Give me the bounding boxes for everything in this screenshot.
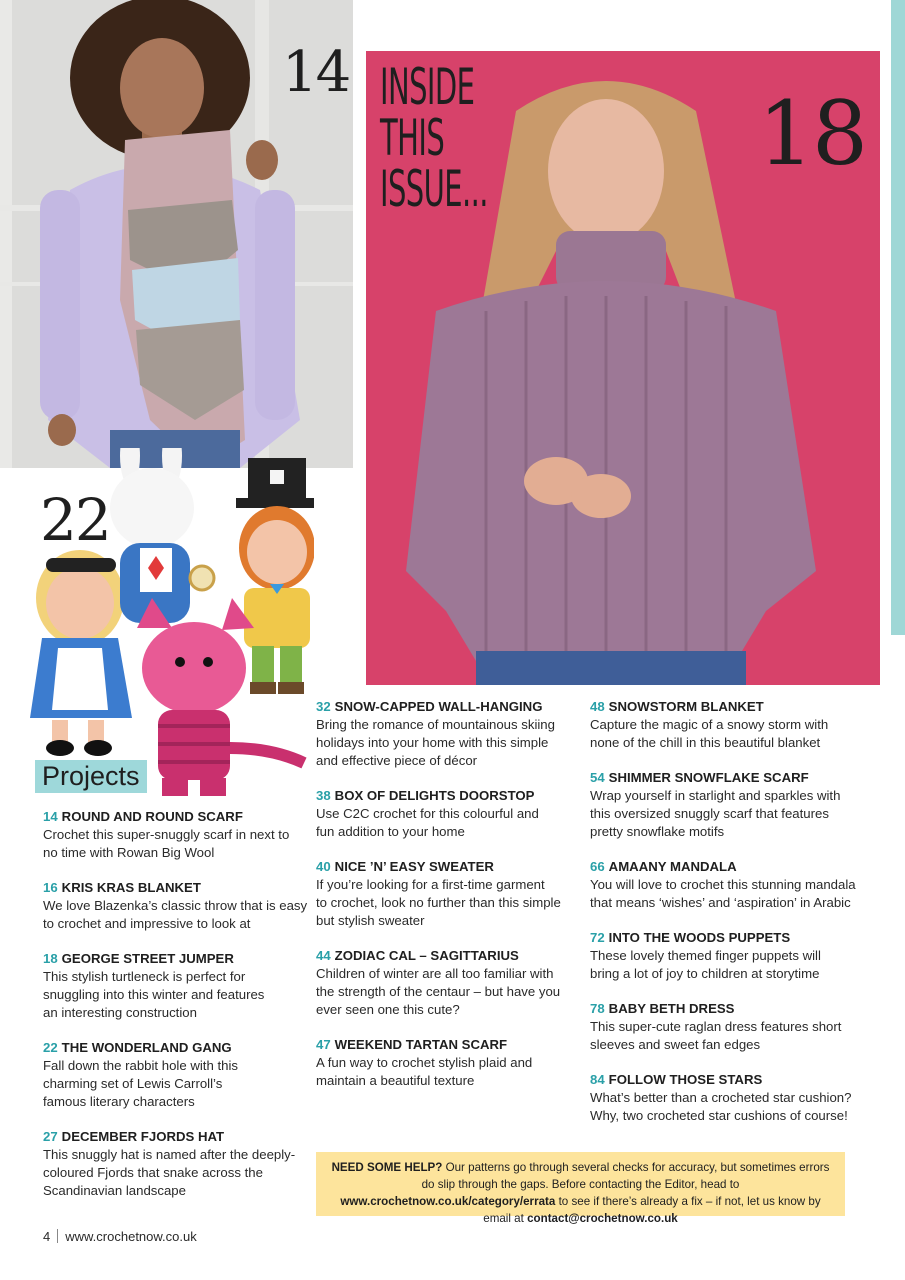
project-description (316, 716, 586, 770)
desc-line: to crochet and impressive to look at (43, 916, 251, 931)
desc-line: Scandinavian landscape (43, 1183, 186, 1198)
help-box (316, 1152, 845, 1225)
desc-line: You will love to crochet this stunning mandala (590, 877, 856, 892)
project-title[interactable] (590, 1071, 860, 1089)
footer-divider (57, 1229, 58, 1243)
desc-line: bring a lot of joy to children at storytime (590, 966, 820, 981)
project-page-number: 40 (316, 859, 331, 874)
page-footer (43, 1229, 197, 1244)
project-entry[interactable] (43, 1039, 313, 1111)
desc-line: This super-cute raglan dress features short (590, 1019, 842, 1034)
desc-line: the strength of the centaur – but have you (316, 984, 561, 999)
project-title[interactable] (316, 698, 586, 716)
project-description (43, 968, 313, 1022)
desc-line: holidays into your home with this simple (316, 735, 549, 750)
project-entry[interactable] (316, 858, 586, 930)
desc-line: maintain a beautiful texture (316, 1073, 475, 1088)
desc-line: fun addition to your home (316, 824, 465, 839)
desc-line: Bring the romance of mountainous skiing (316, 717, 555, 732)
project-description (43, 826, 313, 862)
desc-line: ever seen one this cute? (316, 1002, 460, 1017)
desc-line: snuggling into this winter and features (43, 987, 265, 1002)
project-page-number: 14 (43, 809, 58, 824)
project-entry[interactable] (590, 698, 860, 752)
project-page-number: 66 (590, 859, 605, 874)
project-entry[interactable] (43, 808, 313, 862)
project-title[interactable] (590, 858, 860, 876)
projects-column-2 (316, 698, 586, 1107)
project-title[interactable] (43, 808, 313, 826)
project-description (316, 876, 586, 930)
contact-email-link[interactable]: contact@crochetnow.co.uk (527, 1212, 678, 1225)
help-lead: NEED SOME HELP? (331, 1161, 443, 1174)
title-line: INSIDE (380, 58, 475, 116)
desc-line: Wrap yourself in starlight and sparkles with (590, 788, 841, 803)
project-page-number: 44 (316, 948, 331, 963)
project-title[interactable] (316, 858, 586, 876)
project-page-number: 48 (590, 699, 605, 714)
page-number-badge-sweater: 18 (758, 82, 866, 185)
project-name: BOX OF DELIGHTS DOORSTOP (334, 788, 535, 803)
project-page-number: 38 (316, 788, 331, 803)
desc-line: Why, two crocheted star cushions of course! (590, 1108, 848, 1123)
project-name: BABY BETH DRESS (608, 1001, 735, 1016)
project-entry[interactable] (316, 698, 586, 770)
project-entry[interactable] (43, 879, 313, 933)
desc-line: What’s better than a crocheted star cushion? (590, 1090, 852, 1105)
desc-line: We love Blazenka’s classic throw that is easy (43, 898, 308, 913)
project-description (590, 1018, 860, 1054)
footer-website-link[interactable]: www.crochetnow.co.uk (65, 1229, 197, 1244)
project-name: SNOW-CAPPED WALL-HANGING (334, 699, 543, 714)
projects-heading: Projects (35, 760, 147, 793)
project-page-number: 54 (590, 770, 605, 785)
project-description (590, 787, 860, 841)
project-title[interactable] (43, 950, 313, 968)
project-name: KRIS KRAS BLANKET (61, 880, 201, 895)
desc-line: to crochet, look no further than this simple (316, 895, 561, 910)
project-description (590, 947, 860, 983)
project-entry[interactable] (43, 1128, 313, 1200)
project-name: FOLLOW THOSE STARS (608, 1072, 763, 1087)
desc-line: none of the chill in this beautiful blanket (590, 735, 821, 750)
desc-line: Children of winter are all too familiar with (316, 966, 554, 981)
desc-line: but stylish sweater (316, 913, 425, 928)
project-description (43, 1146, 313, 1200)
desc-line: A fun way to crochet stylish plaid and (316, 1055, 533, 1070)
footer-page-number: 4 (43, 1229, 51, 1244)
desc-line: This snuggly hat is named after the deeply- (43, 1147, 296, 1162)
project-name: AMAANY MANDALA (608, 859, 737, 874)
project-name: ROUND AND ROUND SCARF (61, 809, 243, 824)
project-name: DECEMBER FJORDS HAT (61, 1129, 225, 1144)
page-number-badge-scarf: 14 (282, 40, 350, 105)
project-description (590, 716, 860, 752)
project-name: WEEKEND TARTAN SCARF (334, 1037, 508, 1052)
decorative-teal-strip (888, 0, 905, 635)
desc-line: famous literary characters (43, 1094, 195, 1109)
project-title[interactable] (590, 1000, 860, 1018)
project-entry[interactable] (590, 1000, 860, 1054)
project-description (43, 897, 313, 933)
project-name: NICE ’N’ EASY SWEATER (334, 859, 494, 874)
inside-this-issue-title (380, 58, 488, 218)
desc-line: Crochet this super-snuggly scarf in next to (43, 827, 290, 842)
project-title[interactable] (316, 1036, 586, 1054)
desc-line: no time with Rowan Big Wool (43, 845, 215, 860)
project-name: THE WONDERLAND GANG (61, 1040, 232, 1055)
project-name: SNOWSTORM BLANKET (608, 699, 764, 714)
project-page-number: 84 (590, 1072, 605, 1087)
title-line: ISSUE... (380, 160, 488, 218)
page-number-badge-dolls: 22 (40, 486, 110, 554)
project-title[interactable] (590, 769, 860, 787)
project-name: ZODIAC CAL – SAGITTARIUS (334, 948, 519, 963)
project-description (316, 965, 586, 1019)
project-entry[interactable] (316, 1036, 586, 1090)
project-page-number: 32 (316, 699, 331, 714)
project-page-number: 22 (43, 1040, 58, 1055)
project-name: SHIMMER SNOWFLAKE SCARF (608, 770, 809, 785)
desc-line: and effective piece of décor (316, 753, 478, 768)
project-title[interactable] (43, 1128, 313, 1146)
project-description (590, 876, 860, 912)
project-entry[interactable] (316, 787, 586, 841)
errata-link[interactable]: www.crochetnow.co.uk/category/errata (340, 1195, 556, 1208)
project-page-number: 18 (43, 951, 58, 966)
project-description (316, 1054, 586, 1090)
desc-line: that means ‘wishes’ and ‘aspiration’ in Arabic (590, 895, 851, 910)
desc-line: charming set of Lewis Carroll’s (43, 1076, 223, 1091)
project-entry[interactable] (590, 858, 860, 912)
project-page-number: 16 (43, 880, 58, 895)
project-title[interactable] (316, 947, 586, 965)
projects-column-1 (43, 808, 313, 1217)
project-page-number: 47 (316, 1037, 331, 1052)
project-description (590, 1089, 860, 1125)
project-title[interactable] (43, 879, 313, 897)
desc-line: Fall down the rabbit hole with this (43, 1058, 238, 1073)
desc-line: this oversized snuggly scarf that features (590, 806, 829, 821)
project-name: INTO THE WOODS PUPPETS (608, 930, 791, 945)
desc-line: an interesting construction (43, 1005, 197, 1020)
desc-line: sleeves and sweet fan edges (590, 1037, 761, 1052)
desc-line: pretty snowflake motifs (590, 824, 725, 839)
help-text: Our patterns go through several checks for accuracy, but sometimes errors do slip through the gaps. Before contacting the Editor, head to (421, 1161, 830, 1191)
projects-column-3 (590, 698, 860, 1142)
project-title[interactable] (590, 698, 860, 716)
project-entry[interactable] (590, 929, 860, 983)
project-page-number: 27 (43, 1129, 58, 1144)
desc-line: This stylish turtleneck is perfect for (43, 969, 246, 984)
desc-line: Capture the magic of a snowy storm with (590, 717, 829, 732)
desc-line: If you’re looking for a first-time garment (316, 877, 545, 892)
title-line: THIS (380, 109, 445, 167)
project-page-number: 78 (590, 1001, 605, 1016)
project-entry[interactable] (316, 947, 586, 1019)
project-entry[interactable] (590, 1071, 860, 1125)
project-name: GEORGE STREET JUMPER (61, 951, 234, 966)
desc-line: Use C2C crochet for this colourful and (316, 806, 539, 821)
project-description (316, 805, 586, 841)
project-entry[interactable] (43, 950, 313, 1022)
desc-line: These lovely themed finger puppets will (590, 948, 821, 963)
project-page-number: 72 (590, 930, 605, 945)
project-entry[interactable] (590, 769, 860, 841)
project-title[interactable] (316, 787, 586, 805)
help-text: to see if there’s already a fix – if not, let us know by email at (483, 1195, 821, 1225)
project-title[interactable] (590, 929, 860, 947)
project-description (43, 1057, 313, 1111)
desc-line: coloured Fjords that snake across the (43, 1165, 263, 1180)
project-title[interactable] (43, 1039, 313, 1057)
